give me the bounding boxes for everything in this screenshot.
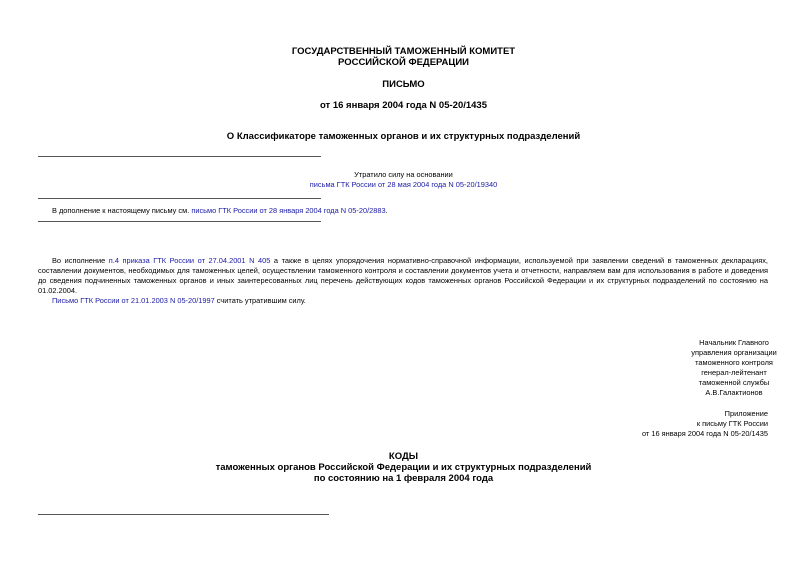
codes-subtitle-1: таможенных органов Российской Федерации и их структурных подразделений xyxy=(215,462,592,473)
addendum-prefix: В дополнение к настоящему письму см. xyxy=(52,206,192,215)
status-line: Утратило силу на основании xyxy=(354,170,453,179)
signature-line: таможенного контроля xyxy=(695,358,773,367)
signature-line: генерал-лейтенант xyxy=(701,368,767,377)
signature-name: А.В.Галактионов xyxy=(705,388,763,397)
appendix-line2: к письму ГТК России xyxy=(696,419,768,428)
divider xyxy=(38,156,321,157)
org-name-line2: РОССИЙСКОЙ ФЕДЕРАЦИИ xyxy=(337,57,469,68)
divider xyxy=(38,198,321,199)
signature-block xyxy=(660,338,807,398)
document-subject: О Классификаторе таможенных органов и их структурных подразделений xyxy=(226,131,581,142)
body-paragraph-1 xyxy=(38,256,768,296)
body-paragraph-2 xyxy=(38,296,768,306)
appendix-block xyxy=(560,409,768,439)
appendix-line3: от 16 января 2004 года N 05-20/1435 xyxy=(641,429,768,438)
signature-line: Начальник Главного xyxy=(699,338,769,347)
p2-after: считать утратившим силу. xyxy=(214,296,306,305)
org-name-line1: ГОСУДАРСТВЕННЫЙ ТАМОЖЕННЫЙ КОМИТЕТ xyxy=(291,46,516,57)
p1-after: а также в целях упорядочения нормативно-справочной информации, используемой при заявлении сведений в таможенных декларациях, составлении документов, необходимых для таможенных целей, осуществлении таможенного контроля и составлении документов учета и отчетности, направляем вам для использования в работе и доведения до сведения подчиненных таможенных органов и иных заинтересованных лиц перечень действующих кодов таможенных органов Российской Федерации и их структурных подразделений по состоянию на 01.02.2004. xyxy=(38,256,768,295)
status-link-container xyxy=(240,180,567,190)
document-type: ПИСЬМО xyxy=(382,79,425,90)
codes-title: КОДЫ xyxy=(388,451,419,462)
revoked-letter-link[interactable]: Письмо ГТК России от 21.01.2003 N 05-20/1997 xyxy=(52,296,215,305)
divider xyxy=(38,514,329,515)
signature-line: управления организации xyxy=(691,348,777,357)
p1-before: Во исполнение xyxy=(52,256,109,265)
addendum-link[interactable]: письмо ГТК России от 28 января 2004 года N 05-20/2883 xyxy=(191,206,386,215)
addendum-suffix: . xyxy=(385,206,388,215)
codes-subtitle-2: по состоянию на 1 февраля 2004 года xyxy=(313,473,494,484)
addendum-note xyxy=(52,206,552,216)
signature-line: таможенной службы xyxy=(698,378,770,387)
divider xyxy=(38,221,321,222)
status-link[interactable]: письма ГТК России от 28 мая 2004 года N 05-20/19340 xyxy=(309,180,498,189)
order-link[interactable]: п.4 приказа ГТК России от 27.04.2001 N 405 xyxy=(108,256,271,265)
document-date-number: от 16 января 2004 года N 05-20/1435 xyxy=(319,100,487,111)
appendix-line1: Приложение xyxy=(724,409,768,418)
